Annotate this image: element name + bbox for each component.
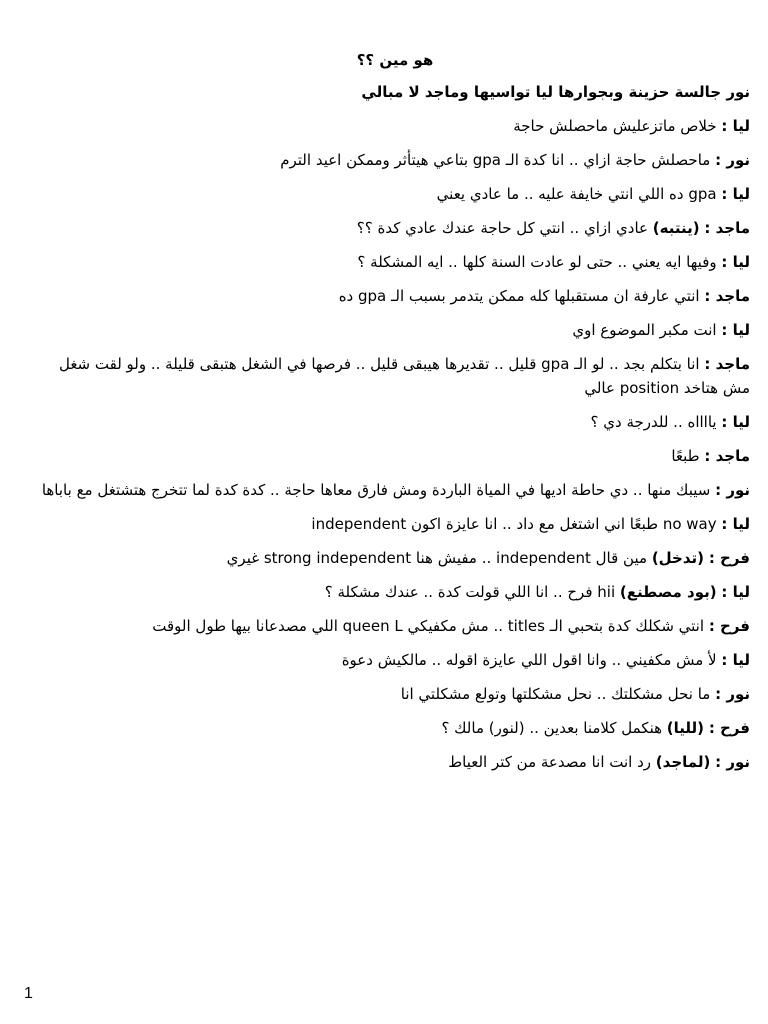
dialogue-line: [40, 114, 750, 138]
dialogue-line: [40, 182, 750, 206]
dialogue-text: no way طبعًا اني اشتغل مع داد .. انا عايزة اكون independent: [311, 515, 717, 533]
dialogue-line: [40, 352, 750, 400]
stage-direction: (لماجد): [655, 753, 711, 771]
dialogue-line: [40, 284, 750, 308]
dialogue-text: انتي شكلك كدة بتحبي الـ titles .. مش مكفيكي queen L اللي مصدعانا بيها طول الوقت: [152, 617, 705, 635]
page-title: هو مين ؟؟: [356, 51, 434, 69]
speaker-name: ماجد :: [704, 219, 750, 237]
speaker-name: فرح :: [708, 617, 750, 635]
dialogue-text: وفيها ايه يعني .. حتى لو عادت السنة كلها .. ايه المشكلة ؟: [357, 253, 717, 271]
dialogue-line: [40, 648, 750, 672]
speaker-name: ماجد :: [704, 287, 750, 305]
dialogue-text: سيبك منها .. دي حاطة اديها في المياة الباردة ومش فارق معاها حاجة .. كدة كدة لما تتخرج هتشتغل مع باباها: [41, 481, 711, 499]
stage-direction: (ينتبه): [652, 219, 700, 237]
speaker-name: ليا :: [721, 253, 750, 271]
speaker-name: ليا :: [721, 651, 750, 669]
speaker-name: نور :: [715, 685, 750, 703]
speaker-name: ماجد :: [704, 447, 750, 465]
dialogue-text: لأ مش مكفيني .. وانا اقول اللي عايزة اقوله .. مالكيش دعوة: [341, 651, 717, 669]
speaker-name: نور :: [715, 481, 750, 499]
speaker-name: ليا :: [721, 515, 750, 533]
dialogue-text: خلاص ماتزعليش ماحصلش حاجة: [513, 117, 717, 135]
dialogue-line: [40, 682, 750, 706]
dialogue-line: [40, 410, 750, 434]
speaker-name: ليا :: [721, 583, 750, 601]
stage-direction: (بود مصطنع): [619, 583, 717, 601]
dialogue-line: [40, 580, 750, 604]
dialogue-line: [40, 716, 750, 740]
dialogue-text: انت مكبر الموضوع اوي: [572, 321, 717, 339]
speaker-name: ماجد :: [704, 355, 750, 373]
dialogue-text: ماحصلش حاجة ازاي .. انا كدة الـ gpa بتاعي هيتأثر وممكن اعيد الترم: [280, 151, 711, 169]
page-number: 1: [24, 985, 33, 1002]
dialogue-text: انا بتكلم بجد .. لو الـ gpa قليل .. تقديرها هيبقى قليل .. فرصها في الشغل هتبقى قليلة .. ولو لقت شغل مش هتاخد position عالي: [58, 355, 750, 397]
dialogue-text: هنكمل كلامنا بعدين .. (لنور) مالك ؟: [441, 719, 663, 737]
dialogue-line: [40, 546, 750, 570]
dialogue-line: [40, 478, 750, 502]
speaker-name: ليا :: [721, 185, 750, 203]
stage-direction: (تدخل): [651, 549, 705, 567]
dialogue-line: [40, 444, 750, 468]
dialogue-text: gpa ده اللي انتي خايفة عليه .. ما عادي يعني: [436, 185, 717, 203]
dialogue-text: عادي ازاي .. انتي كل حاجة عندك عادي كدة ؟؟: [356, 219, 648, 237]
dialogue-line: [40, 250, 750, 274]
dialogue-line: [40, 512, 750, 536]
scene-description: نور جالسة حزينة وبجوارها ليا تواسيها وماجد لا مبالي: [361, 83, 750, 101]
dialogue-line: [40, 750, 750, 774]
dialogue-line: [40, 216, 750, 240]
speaker-name: ليا :: [721, 413, 750, 431]
dialogue-line: [40, 148, 750, 172]
script-body: [40, 48, 750, 784]
speaker-name: ليا :: [721, 117, 750, 135]
dialogue-text: طبعًا: [671, 447, 700, 465]
dialogue-text: مين قال independent .. مفيش هنا strong independent غيري: [226, 549, 648, 567]
dialogue-text: hii فرح .. انا اللي قولت كدة .. عندك مشكلة ؟: [324, 583, 616, 601]
dialogue-list: [40, 114, 750, 774]
dialogue-text: رد انت انا مصدعة من كتر العياط: [448, 753, 652, 771]
dialogue-text: انتي عارفة ان مستقبلها كله ممكن يتدمر بسبب الـ gpa ده: [338, 287, 700, 305]
speaker-name: فرح :: [708, 549, 750, 567]
speaker-name: فرح :: [708, 719, 750, 737]
dialogue-line: [40, 318, 750, 342]
dialogue-text: ما نحل مشكلتك .. نحل مشكلتها وتولع مشكلتي انا: [400, 685, 711, 703]
speaker-name: ليا :: [721, 321, 750, 339]
dialogue-text: يااااه .. للدرجة دي ؟: [590, 413, 717, 431]
dialogue-line: [40, 614, 750, 638]
stage-direction: (لليا): [666, 719, 705, 737]
speaker-name: نور :: [715, 151, 750, 169]
speaker-name: نور :: [715, 753, 750, 771]
